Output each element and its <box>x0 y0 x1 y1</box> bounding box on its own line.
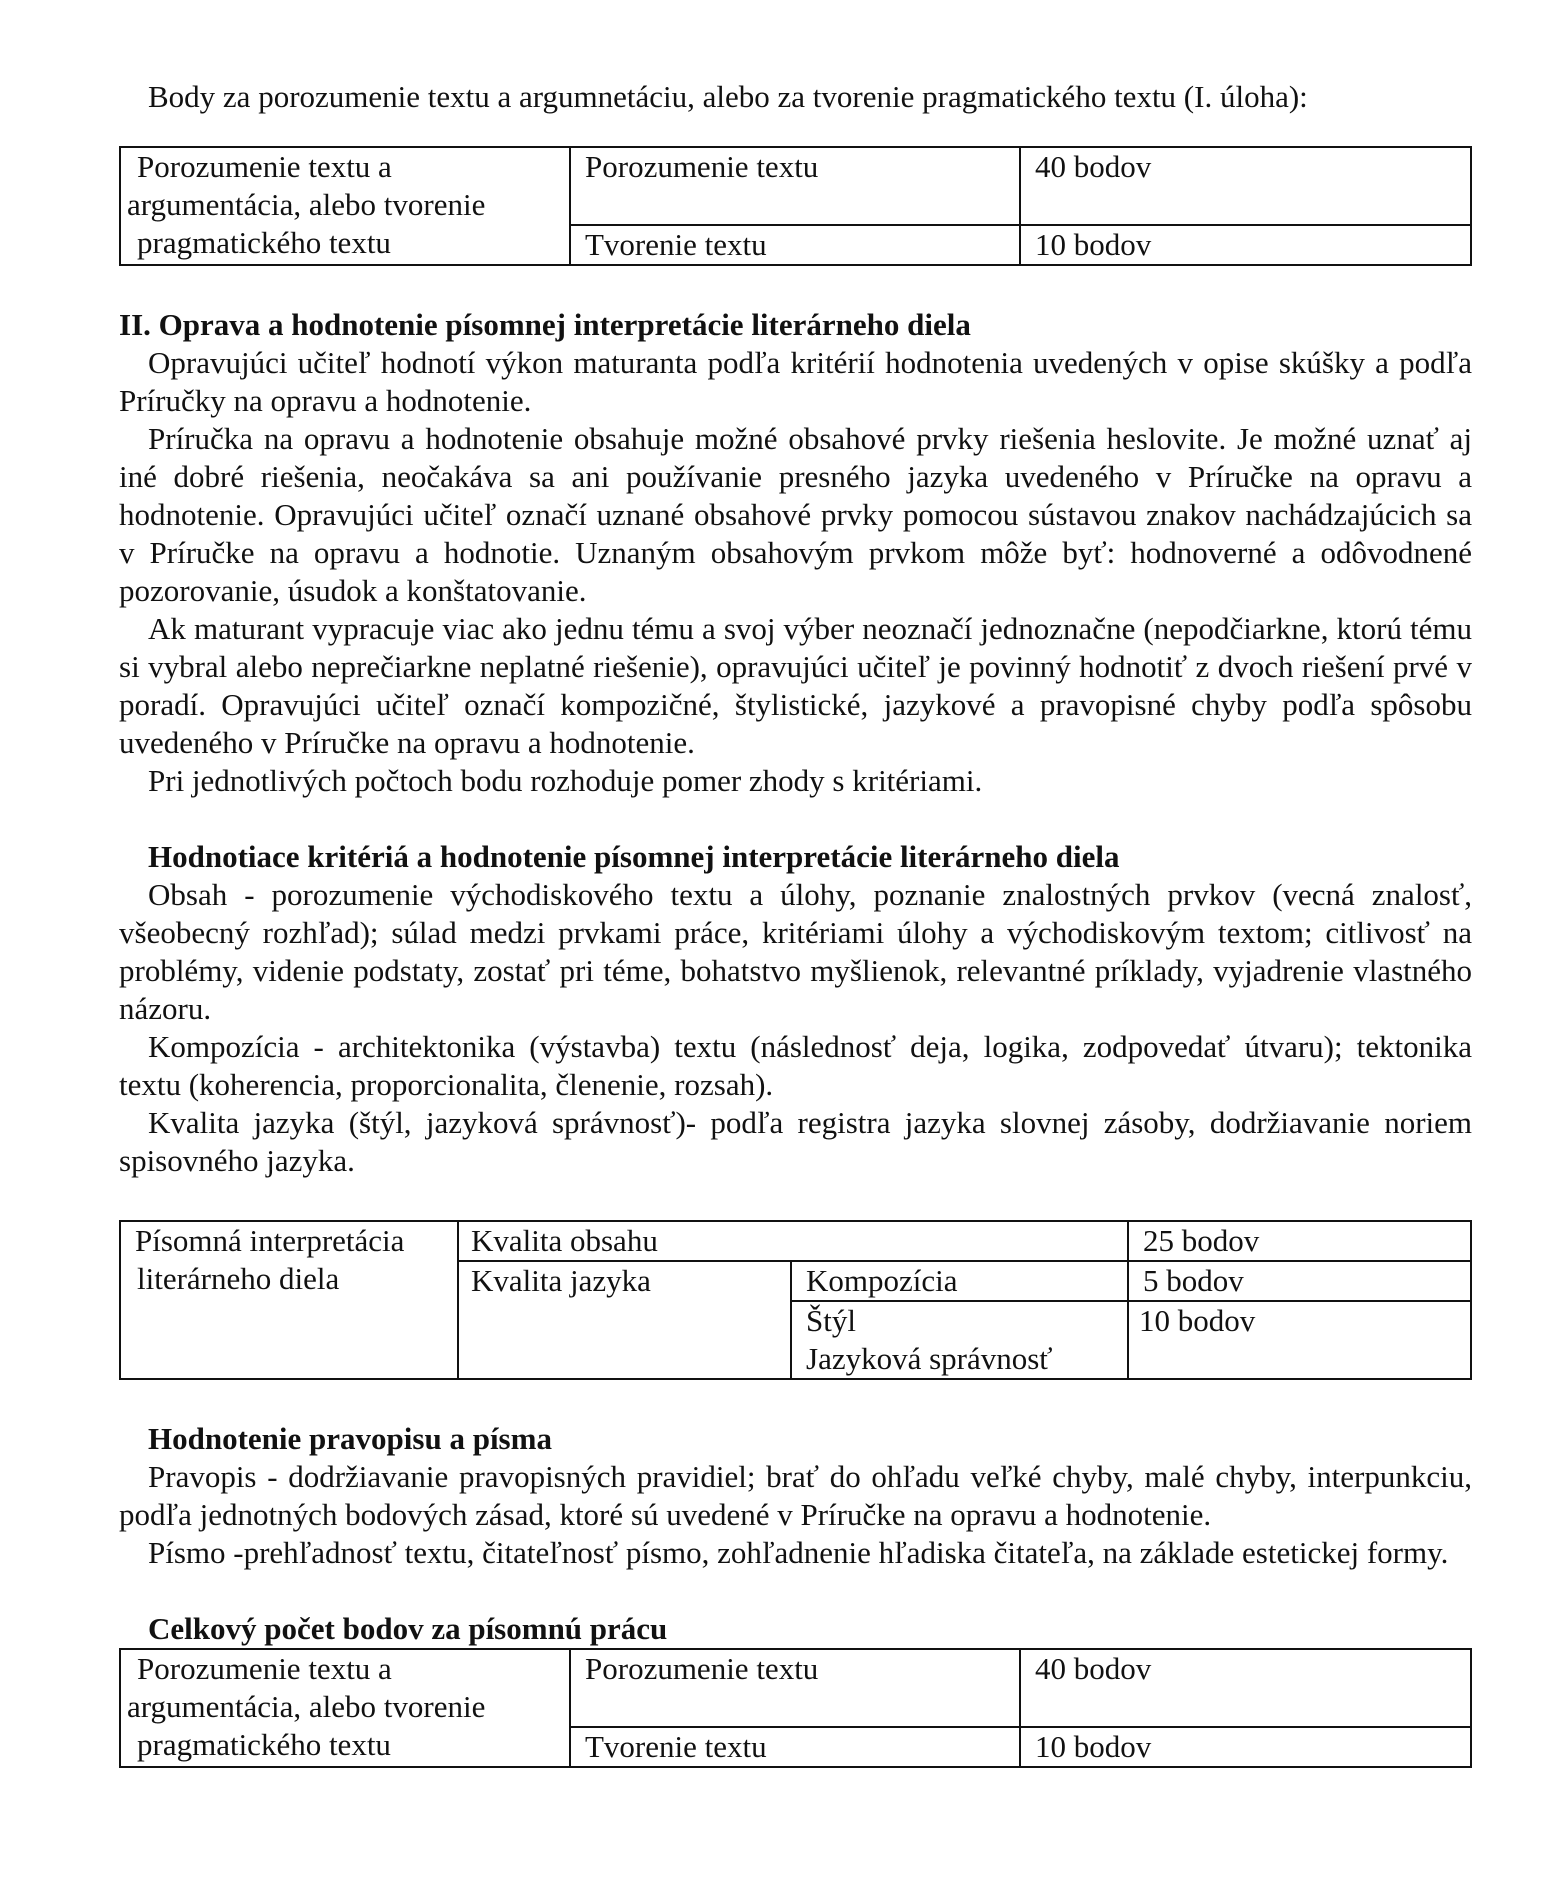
section2-paragraph: Opravujúci učiteľ hodnotí výkon maturanta podľa kritérií hodnotenia uvedených v opise skúšky a podľa Príručky na opravu a hodnotenie. <box>119 345 1472 418</box>
section5-heading: Celkový počet bodov za písomnú prácu <box>148 1611 668 1646</box>
section3-heading: Hodnotiace kritériá a hodnotenie písomnej interpretácie literárneho diela <box>148 839 1120 874</box>
table2-quality-content: Kvalita obsahu <box>458 1221 1128 1261</box>
section4-heading: Hodnotenie pravopisu a písma <box>148 1421 552 1456</box>
points-table-interpretation <box>119 1220 1472 1380</box>
table3-label-line: argumentácia, alebo tvorenie <box>127 1689 486 1724</box>
table2-composition: Kompozícia <box>791 1261 1128 1301</box>
table2-composition-points: 5 bodov <box>1128 1261 1471 1301</box>
table1-row-name: Porozumenie textu <box>570 147 1020 225</box>
section2-paragraph: Ak maturant vypracuje viac ako jednu tému a svoj výber neoznačí jednoznačne (nepodčiarkne, ktorú tému si vybral alebo neprečiarkne neplatné riešenie), opravujúci učiteľ je povinný hodnotiť z dvoch riešení prvé v poradí. Opravujúci učiteľ označí kompozičné, štylistické, jazykové a pravopisné chyby podľa spôsobu uvedeného v Príručke na opravu a hodnotenie. <box>119 611 1472 760</box>
table1-row-name: Tvorenie textu <box>570 225 1020 265</box>
table3-row-name: Porozumenie textu <box>570 1649 1020 1727</box>
table3-label-line: Porozumenie textu a <box>137 1651 392 1686</box>
points-table-task1 <box>119 146 1472 266</box>
section4-paragraph: Pravopis - dodržiavanie pravopisných pravidiel; brať do ohľadu veľké chyby, malé chyby, interpunkciu, podľa jednotných bodových zásad, ktoré sú uvedené v Príručke na opravu a hodnotenie. <box>119 1459 1472 1532</box>
table1-label-line: pragmatického textu <box>137 225 391 260</box>
section2-paragraph: Príručka na opravu a hodnotenie obsahuje možné obsahové prvky riešenia heslovite. Je možné uznať aj iné dobré riešenia, neočakáva sa ani používanie presného jazyka uvedeného v Príručke na opravu a hodnotenie. Opravujúci učiteľ označí uznané obsahové prvky pomocou sústavou znakov nachádzajúcich sa v Príručke na opravu a hodnotie. Uznaným obsahovým prvkom môže byť: hodnoverné a odôvodnené pozorovanie, úsudok a konštatovanie. <box>119 421 1472 608</box>
section2-heading: II. Oprava a hodnotenie písomnej interpretácie literárneho diela <box>119 307 971 342</box>
table3-label-cell <box>120 1649 570 1767</box>
table3-row-name: Tvorenie textu <box>570 1727 1020 1767</box>
table2-label-cell <box>120 1221 458 1379</box>
table1-label-line: argumentácia, alebo tvorenie <box>127 187 486 222</box>
table1-row-points: 40 bodov <box>1020 147 1471 225</box>
table1-label-cell <box>120 147 570 265</box>
table2-quality-language: Kvalita jazyka <box>458 1261 791 1379</box>
table2-quality-content-points: 25 bodov <box>1128 1221 1471 1261</box>
table1-row-points: 10 bodov <box>1020 225 1471 265</box>
spacer <box>119 1572 1472 1610</box>
section3-paragraph: Kvalita jazyka (štýl, jazyková správnosť)- podľa registra jazyka slovnej zásoby, dodržiavanie noriem spisovného jazyka. <box>119 1105 1472 1178</box>
table2-style-points: 10 bodov <box>1128 1301 1471 1379</box>
table2-style: Štýl <box>806 1303 856 1338</box>
section2-paragraph: Pri jednotlivých počtoch bodu rozhoduje pomer zhody s kritériami. <box>148 763 983 798</box>
section3-paragraph: Kompozícia - architektonika (výstavba) textu (následnosť deja, logika, zodpovedať útvaru); tektonika textu (koherencia, proporcionalita, členenie, rozsah). <box>119 1029 1472 1102</box>
points-table-total <box>119 1648 1472 1768</box>
table2-label-line: Písomná interpretácia <box>135 1223 405 1258</box>
table2-label-line: literárneho diela <box>137 1261 340 1296</box>
intro-text: Body za porozumenie textu a argumnetáciu, alebo za tvorenie pragmatického textu (I. úloha): <box>148 79 1308 114</box>
table3-label-line: pragmatického textu <box>137 1727 391 1762</box>
table3-row-points: 40 bodov <box>1020 1649 1471 1727</box>
spacer <box>119 800 1472 838</box>
section3-paragraph: Obsah - porozumenie východiskového textu a úlohy, poznanie znalostných prvkov (vecná znalosť, všeobecný rozhľad); súlad medzi prvkami práce, kritériami úlohy a východiskovým textom; citlivosť na problémy, videnie podstaty, zostať pri téme, bohatstvo myšlienok, relevantné príklady, vyjadrenie vlastného názoru. <box>119 877 1472 1026</box>
table2-style-cell <box>791 1301 1128 1379</box>
table3-row-points: 10 bodov <box>1020 1727 1471 1767</box>
table2-correctness: Jazyková správnosť <box>806 1341 1053 1376</box>
document-page <box>119 78 1472 1768</box>
table1-label-line: Porozumenie textu a <box>137 149 392 184</box>
section4-paragraph: Písmo -prehľadnosť textu, čitateľnosť písmo, zohľadnenie hľadiska čitateľa, na základe estetickej formy. <box>148 1535 1449 1570</box>
